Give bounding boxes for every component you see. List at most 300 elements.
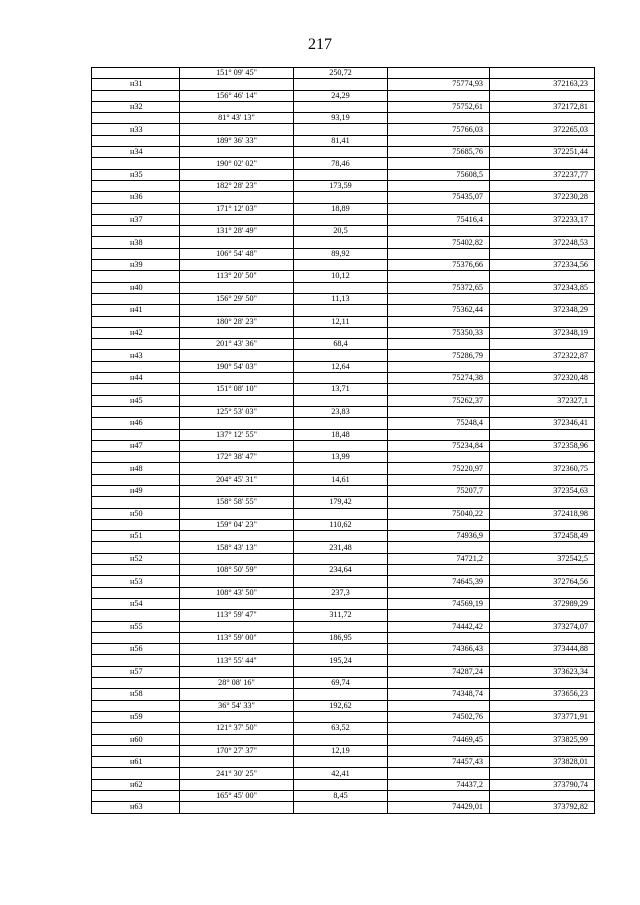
segment-row — [92, 90, 595, 101]
point-name-cell — [92, 158, 180, 169]
point-name-cell — [92, 271, 180, 282]
direction-angle-cell — [180, 101, 294, 112]
segment-length-cell: 23,83 — [294, 406, 388, 417]
segment-length-cell — [294, 327, 388, 338]
y-coordinate-cell — [490, 180, 595, 191]
y-coordinate-cell: 372237,77 — [490, 169, 595, 180]
x-coordinate-cell: 75372,65 — [388, 282, 490, 293]
point-name-cell: н42 — [92, 327, 180, 338]
point-name-cell — [92, 655, 180, 666]
x-coordinate-cell — [388, 316, 490, 327]
segment-length-cell: 237,3 — [294, 587, 388, 598]
x-coordinate-cell — [388, 497, 490, 508]
direction-angle-cell — [180, 418, 294, 429]
direction-angle-cell — [180, 282, 294, 293]
y-coordinate-cell: 372343,85 — [490, 282, 595, 293]
point-name-cell: н45 — [92, 395, 180, 406]
point-name-cell — [92, 406, 180, 417]
segment-row — [92, 361, 595, 372]
x-coordinate-cell — [388, 339, 490, 350]
y-coordinate-cell — [490, 248, 595, 259]
segment-row — [92, 293, 595, 304]
point-name-cell: н58 — [92, 689, 180, 700]
direction-angle-cell: 151° 08' 10" — [180, 384, 294, 395]
y-coordinate-cell: 372458,49 — [490, 531, 595, 542]
point-name-cell: н48 — [92, 463, 180, 474]
point-name-cell — [92, 68, 180, 79]
x-coordinate-cell — [388, 655, 490, 666]
segment-length-cell: 231,48 — [294, 542, 388, 553]
x-coordinate-cell: 75274,38 — [388, 373, 490, 384]
direction-angle-cell: 171° 12' 03" — [180, 203, 294, 214]
x-coordinate-cell: 74721,2 — [388, 553, 490, 564]
direction-angle-cell: 151° 09' 45" — [180, 68, 294, 79]
segment-length-cell — [294, 192, 388, 203]
x-coordinate-cell: 75766,03 — [388, 124, 490, 135]
segment-row — [92, 452, 595, 463]
x-coordinate-cell: 74936,9 — [388, 531, 490, 542]
x-coordinate-cell: 74569,19 — [388, 598, 490, 609]
segment-row — [92, 497, 595, 508]
segment-row — [92, 384, 595, 395]
direction-angle-cell — [180, 757, 294, 768]
y-coordinate-cell: 372346,41 — [490, 418, 595, 429]
y-coordinate-cell — [490, 565, 595, 576]
direction-angle-cell — [180, 802, 294, 813]
direction-angle-cell: 81° 43' 13" — [180, 113, 294, 124]
direction-angle-cell: 28° 08' 16" — [180, 678, 294, 689]
point-row — [92, 621, 595, 632]
y-coordinate-cell: 372172,81 — [490, 101, 595, 112]
point-name-cell: н43 — [92, 350, 180, 361]
direction-angle-cell: 189° 36' 33" — [180, 135, 294, 146]
direction-angle-cell: 172° 38' 47" — [180, 452, 294, 463]
x-coordinate-cell — [388, 452, 490, 463]
point-name-cell — [92, 113, 180, 124]
coordinates-table-body — [92, 68, 595, 814]
segment-length-cell — [294, 734, 388, 745]
x-coordinate-cell — [388, 158, 490, 169]
y-coordinate-cell — [490, 655, 595, 666]
direction-angle-cell — [180, 689, 294, 700]
segment-length-cell — [294, 463, 388, 474]
point-name-cell: н52 — [92, 553, 180, 564]
segment-row — [92, 203, 595, 214]
point-name-cell: н51 — [92, 531, 180, 542]
x-coordinate-cell: 75608,5 — [388, 169, 490, 180]
direction-angle-cell: 180° 28' 23" — [180, 316, 294, 327]
segment-length-cell: 78,46 — [294, 158, 388, 169]
x-coordinate-cell: 74437,2 — [388, 779, 490, 790]
direction-angle-cell: 159° 04' 23" — [180, 519, 294, 530]
y-coordinate-cell — [490, 452, 595, 463]
point-name-cell — [92, 429, 180, 440]
y-coordinate-cell: 372418,98 — [490, 508, 595, 519]
point-row — [92, 485, 595, 496]
segment-row — [92, 678, 595, 689]
point-name-cell: н53 — [92, 576, 180, 587]
y-coordinate-cell — [490, 632, 595, 643]
segment-length-cell — [294, 101, 388, 112]
x-coordinate-cell — [388, 745, 490, 756]
point-name-cell: н63 — [92, 802, 180, 813]
segment-length-cell — [294, 440, 388, 451]
point-name-cell: н41 — [92, 305, 180, 316]
direction-angle-cell — [180, 350, 294, 361]
x-coordinate-cell — [388, 768, 490, 779]
x-coordinate-cell — [388, 203, 490, 214]
segment-length-cell: 110,62 — [294, 519, 388, 530]
segment-length-cell: 311,72 — [294, 610, 388, 621]
direction-angle-cell — [180, 124, 294, 135]
segment-length-cell: 18,48 — [294, 429, 388, 440]
direction-angle-cell: 182° 28' 23" — [180, 180, 294, 191]
x-coordinate-cell — [388, 542, 490, 553]
point-name-cell — [92, 452, 180, 463]
direction-angle-cell — [180, 192, 294, 203]
segment-row — [92, 655, 595, 666]
point-row — [92, 124, 595, 135]
point-name-cell: н57 — [92, 666, 180, 677]
point-name-cell — [92, 135, 180, 146]
x-coordinate-cell — [388, 271, 490, 282]
segment-row — [92, 791, 595, 802]
y-coordinate-cell: 373792,82 — [490, 802, 595, 813]
point-row — [92, 576, 595, 587]
segment-row — [92, 135, 595, 146]
segment-length-cell: 179,42 — [294, 497, 388, 508]
y-coordinate-cell — [490, 497, 595, 508]
segment-length-cell — [294, 485, 388, 496]
point-name-cell: н55 — [92, 621, 180, 632]
x-coordinate-cell — [388, 632, 490, 643]
point-name-cell — [92, 474, 180, 485]
direction-angle-cell: 113° 59' 47" — [180, 610, 294, 621]
direction-angle-cell — [180, 395, 294, 406]
point-name-cell: н38 — [92, 237, 180, 248]
segment-row — [92, 339, 595, 350]
segment-length-cell: 93,19 — [294, 113, 388, 124]
y-coordinate-cell — [490, 429, 595, 440]
x-coordinate-cell — [388, 565, 490, 576]
segment-length-cell: 192,62 — [294, 700, 388, 711]
page-number: 217 — [308, 36, 332, 53]
direction-angle-cell: 156° 46' 14" — [180, 90, 294, 101]
segment-length-cell: 234,64 — [294, 565, 388, 576]
y-coordinate-cell: 372248,53 — [490, 237, 595, 248]
point-name-cell: н50 — [92, 508, 180, 519]
x-coordinate-cell: 75685,76 — [388, 147, 490, 158]
segment-row — [92, 768, 595, 779]
segment-length-cell: 13,71 — [294, 384, 388, 395]
segment-row — [92, 248, 595, 259]
point-name-cell — [92, 542, 180, 553]
segment-row — [92, 610, 595, 621]
y-coordinate-cell: 373444,88 — [490, 644, 595, 655]
direction-angle-cell — [180, 147, 294, 158]
y-coordinate-cell — [490, 158, 595, 169]
segment-length-cell — [294, 305, 388, 316]
segment-length-cell — [294, 282, 388, 293]
point-name-cell: н60 — [92, 734, 180, 745]
segment-length-cell — [294, 598, 388, 609]
x-coordinate-cell: 75416,4 — [388, 214, 490, 225]
segment-length-cell — [294, 350, 388, 361]
point-name-cell — [92, 293, 180, 304]
y-coordinate-cell: 372233,17 — [490, 214, 595, 225]
segment-length-cell — [294, 666, 388, 677]
segment-row — [92, 474, 595, 485]
y-coordinate-cell: 372764,56 — [490, 576, 595, 587]
point-name-cell — [92, 226, 180, 237]
direction-angle-cell — [180, 621, 294, 632]
point-name-cell: н34 — [92, 147, 180, 158]
point-name-cell: н32 — [92, 101, 180, 112]
y-coordinate-cell: 373790,74 — [490, 779, 595, 790]
direction-angle-cell — [180, 485, 294, 496]
segment-length-cell: 18,89 — [294, 203, 388, 214]
direction-angle-cell — [180, 734, 294, 745]
y-coordinate-cell — [490, 519, 595, 530]
segment-length-cell — [294, 802, 388, 813]
segment-length-cell: 195,24 — [294, 655, 388, 666]
direction-angle-cell — [180, 237, 294, 248]
direction-angle-cell — [180, 327, 294, 338]
point-name-cell: н54 — [92, 598, 180, 609]
point-row — [92, 147, 595, 158]
direction-angle-cell: 108° 43' 50" — [180, 587, 294, 598]
point-name-cell — [92, 497, 180, 508]
y-coordinate-cell: 372348,29 — [490, 305, 595, 316]
segment-row — [92, 226, 595, 237]
x-coordinate-cell — [388, 678, 490, 689]
y-coordinate-cell — [490, 339, 595, 350]
y-coordinate-cell: 372265,03 — [490, 124, 595, 135]
direction-angle-cell — [180, 553, 294, 564]
segment-length-cell: 14,61 — [294, 474, 388, 485]
point-name-cell — [92, 610, 180, 621]
point-name-cell — [92, 384, 180, 395]
segment-length-cell: 8,45 — [294, 791, 388, 802]
point-row — [92, 553, 595, 564]
segment-length-cell: 186,95 — [294, 632, 388, 643]
segment-length-cell: 10,12 — [294, 271, 388, 282]
segment-length-cell: 11,13 — [294, 293, 388, 304]
direction-angle-cell — [180, 214, 294, 225]
x-coordinate-cell — [388, 791, 490, 802]
direction-angle-cell: 113° 59' 00" — [180, 632, 294, 643]
segment-row — [92, 632, 595, 643]
direction-angle-cell — [180, 169, 294, 180]
direction-angle-cell — [180, 305, 294, 316]
segment-row — [92, 587, 595, 598]
direction-angle-cell: 241° 30' 25" — [180, 768, 294, 779]
point-row — [92, 711, 595, 722]
point-row — [92, 350, 595, 361]
x-coordinate-cell: 75350,33 — [388, 327, 490, 338]
x-coordinate-cell — [388, 135, 490, 146]
point-row — [92, 305, 595, 316]
segment-row — [92, 565, 595, 576]
y-coordinate-cell — [490, 700, 595, 711]
point-row — [92, 802, 595, 813]
segment-length-cell — [294, 395, 388, 406]
y-coordinate-cell — [490, 271, 595, 282]
y-coordinate-cell: 372358,96 — [490, 440, 595, 451]
x-coordinate-cell — [388, 248, 490, 259]
segment-length-cell: 68,4 — [294, 339, 388, 350]
x-coordinate-cell: 75752,61 — [388, 101, 490, 112]
segment-row — [92, 113, 595, 124]
segment-length-cell: 63,52 — [294, 723, 388, 734]
segment-length-cell — [294, 214, 388, 225]
x-coordinate-cell: 75262,37 — [388, 395, 490, 406]
point-row — [92, 101, 595, 112]
segment-length-cell: 173,59 — [294, 180, 388, 191]
point-name-cell — [92, 90, 180, 101]
point-name-cell — [92, 768, 180, 779]
y-coordinate-cell: 372230,28 — [490, 192, 595, 203]
segment-row — [92, 68, 595, 79]
point-row — [92, 373, 595, 384]
x-coordinate-cell — [388, 68, 490, 79]
segment-row — [92, 700, 595, 711]
point-name-cell — [92, 180, 180, 191]
y-coordinate-cell — [490, 384, 595, 395]
direction-angle-cell: 106° 54' 48" — [180, 248, 294, 259]
direction-angle-cell: 190° 02' 02" — [180, 158, 294, 169]
y-coordinate-cell: 372251,44 — [490, 147, 595, 158]
y-coordinate-cell: 373825,99 — [490, 734, 595, 745]
segment-length-cell — [294, 79, 388, 90]
x-coordinate-cell: 74442,42 — [388, 621, 490, 632]
point-name-cell: н36 — [92, 192, 180, 203]
y-coordinate-cell — [490, 293, 595, 304]
x-coordinate-cell: 75248,4 — [388, 418, 490, 429]
point-row — [92, 779, 595, 790]
segment-length-cell — [294, 779, 388, 790]
direction-angle-cell — [180, 463, 294, 474]
segment-row — [92, 542, 595, 553]
point-name-cell — [92, 632, 180, 643]
point-name-cell: н44 — [92, 373, 180, 384]
point-row — [92, 79, 595, 90]
x-coordinate-cell: 75207,7 — [388, 485, 490, 496]
y-coordinate-cell — [490, 113, 595, 124]
segment-length-cell — [294, 237, 388, 248]
coordinates-table — [91, 67, 595, 814]
segment-length-cell — [294, 644, 388, 655]
x-coordinate-cell — [388, 587, 490, 598]
x-coordinate-cell: 75286,79 — [388, 350, 490, 361]
point-name-cell — [92, 565, 180, 576]
y-coordinate-cell — [490, 542, 595, 553]
segment-row — [92, 271, 595, 282]
y-coordinate-cell — [490, 678, 595, 689]
y-coordinate-cell: 372360,75 — [490, 463, 595, 474]
point-name-cell — [92, 339, 180, 350]
direction-angle-cell: 36° 54' 33" — [180, 700, 294, 711]
direction-angle-cell: 131° 28' 49" — [180, 226, 294, 237]
segment-row — [92, 158, 595, 169]
point-name-cell — [92, 316, 180, 327]
direction-angle-cell — [180, 711, 294, 722]
direction-angle-cell: 108° 50' 59" — [180, 565, 294, 576]
y-coordinate-cell: 372542,5 — [490, 553, 595, 564]
x-coordinate-cell — [388, 384, 490, 395]
direction-angle-cell: 137° 12' 55" — [180, 429, 294, 440]
direction-angle-cell: 156° 29' 50" — [180, 293, 294, 304]
segment-row — [92, 723, 595, 734]
segment-row — [92, 180, 595, 191]
point-row — [92, 440, 595, 451]
point-name-cell: н49 — [92, 485, 180, 496]
direction-angle-cell: 170° 27' 37" — [180, 745, 294, 756]
point-name-cell: н46 — [92, 418, 180, 429]
segment-length-cell: 12,64 — [294, 361, 388, 372]
direction-angle-cell: 113° 55' 44" — [180, 655, 294, 666]
x-coordinate-cell — [388, 180, 490, 191]
direction-angle-cell — [180, 79, 294, 90]
y-coordinate-cell: 373623,34 — [490, 666, 595, 677]
point-row — [92, 644, 595, 655]
point-name-cell: н37 — [92, 214, 180, 225]
x-coordinate-cell: 74645,39 — [388, 576, 490, 587]
point-name-cell — [92, 248, 180, 259]
segment-row — [92, 745, 595, 756]
point-name-cell — [92, 791, 180, 802]
x-coordinate-cell — [388, 519, 490, 530]
y-coordinate-cell: 372348,19 — [490, 327, 595, 338]
segment-length-cell: 24,29 — [294, 90, 388, 101]
y-coordinate-cell — [490, 768, 595, 779]
y-coordinate-cell — [490, 723, 595, 734]
point-name-cell — [92, 745, 180, 756]
segment-length-cell: 12,11 — [294, 316, 388, 327]
x-coordinate-cell: 74457,43 — [388, 757, 490, 768]
direction-angle-cell — [180, 666, 294, 677]
segment-length-cell: 250,72 — [294, 68, 388, 79]
point-row — [92, 327, 595, 338]
y-coordinate-cell: 372322,87 — [490, 350, 595, 361]
direction-angle-cell: 158° 58' 55" — [180, 497, 294, 508]
x-coordinate-cell: 74502,76 — [388, 711, 490, 722]
point-row — [92, 689, 595, 700]
segment-length-cell: 89,92 — [294, 248, 388, 259]
y-coordinate-cell — [490, 610, 595, 621]
point-name-cell — [92, 587, 180, 598]
segment-length-cell: 20,5 — [294, 226, 388, 237]
segment-length-cell — [294, 553, 388, 564]
y-coordinate-cell — [490, 203, 595, 214]
y-coordinate-cell: 372320,48 — [490, 373, 595, 384]
point-row — [92, 418, 595, 429]
direction-angle-cell — [180, 531, 294, 542]
point-row — [92, 734, 595, 745]
y-coordinate-cell — [490, 68, 595, 79]
point-row — [92, 666, 595, 677]
direction-angle-cell — [180, 779, 294, 790]
segment-length-cell — [294, 508, 388, 519]
y-coordinate-cell: 373828,01 — [490, 757, 595, 768]
y-coordinate-cell — [490, 745, 595, 756]
x-coordinate-cell — [388, 113, 490, 124]
y-coordinate-cell: 373274,07 — [490, 621, 595, 632]
x-coordinate-cell — [388, 429, 490, 440]
point-name-cell: н56 — [92, 644, 180, 655]
point-name-cell — [92, 519, 180, 530]
segment-length-cell — [294, 418, 388, 429]
